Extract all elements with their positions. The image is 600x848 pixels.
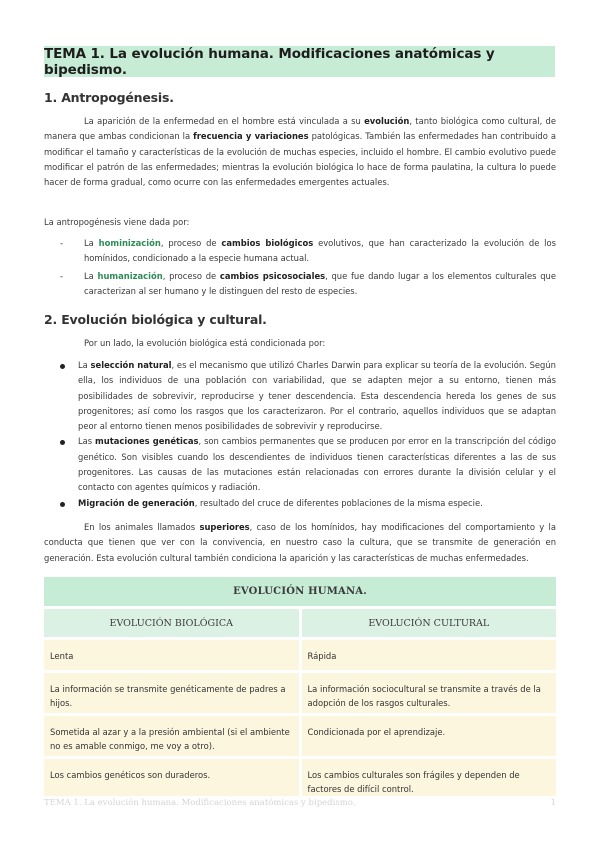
table-cell: Condicionada por el aprendizaje. xyxy=(302,716,557,756)
table-cell: Lenta xyxy=(44,640,299,670)
list-item: Migración de generación, resultado del cruce de diferentes poblaciones de la misma especie. xyxy=(60,496,556,511)
section-2-heading: 2. Evolución biológica y cultural. xyxy=(44,312,267,327)
bullet-icon xyxy=(60,364,65,369)
evolution-factors-list xyxy=(60,358,556,511)
table-cell: Los cambios genéticos son duraderos. xyxy=(44,759,299,796)
section-2-closing: En los animales llamados superiores, caso de los homínidos, hay modificaciones del comportamiento y la conducta que tienen que ver con la convivencia, en nuestro caso la cultura, que se transmite de generación en generación. Esta evolución cultural también condiciona la aparición y las características de muchas enfermedades. xyxy=(44,522,556,563)
table-row xyxy=(44,759,556,796)
bullet-icon xyxy=(60,502,65,507)
page-number: 1 xyxy=(550,798,556,808)
list-item: La selección natural, es el mecanismo que utilizó Charles Darwin para explicar su teoría de la evolución. Según ella, los individuos de una población con variabilidad, que se adapten mejor a su entorno, tienen más posibilidades de sobrevivir, reproducirse y tener descendencia. Esta descendencia hereda los genes de sus progenitores; así como los rasgos que los caracterizaron. Por el contrario, aquellos individuos que se adaptan peor al entorno tienen menos posibilidades de sobrevivir y reproducirse. xyxy=(60,358,556,434)
dash-marker: - xyxy=(60,270,64,281)
section-1-lead: La antropogénesis viene dada por: xyxy=(44,217,190,227)
bullet-icon xyxy=(60,440,65,445)
antropogenesis-list xyxy=(60,236,556,301)
page-title: TEMA 1. La evolución humana. Modificaciones anatómicas y bipedismo. xyxy=(44,46,555,77)
table-header xyxy=(44,609,556,637)
table-cell: Los cambios culturales son frágiles y dependen de factores de difícil control. xyxy=(302,759,557,796)
table-row xyxy=(44,673,556,713)
table-cell: La información sociocultural se transmite a través de la adopción de los rasgos culturales. xyxy=(302,673,557,713)
section-2-lead: Por un lado, la evolución biológica está condicionada por: xyxy=(84,338,326,348)
list-item: Las mutaciones genéticas, son cambios permanentes que se producen por error en la transcripción del código genético. Son visibles cuando los descendientes de individuos tienen características diferentes a las de sus progenitores. Las causas de las mutaciones están relacionadas con errores durante la división celular y el contacto con agentes químicos y radiación. xyxy=(60,434,556,495)
section-1-intro: La aparición de la enfermedad en el hombre está vinculada a su evolución, tanto biológica como cultural, de manera que ambas condicionan la frecuencia y variaciones patológicas. También las enfermedades han contribuido a modificar el tamaño y características de la evolución de muchas especies, incluido el hombre. El cambio evolutivo puede modificar el patrón de las enfermedades; mientras la evolución biológica lo hace de forma paulatina, la cultura lo puede hacer de forma gradual, como ocurre con las enfermedades emergentes actuales. xyxy=(44,116,556,188)
list-item: - La humanización, proceso de cambios psicosociales, que fue dando lugar a los elementos culturales que caracterizan al ser humano y le distinguen del resto de especies. xyxy=(60,270,556,296)
page-footer: TEMA 1. La evolución humana. Modificaciones anatómicas y bipedismo. xyxy=(44,798,356,808)
table-row xyxy=(44,716,556,756)
table-cell: Rápida xyxy=(302,640,557,670)
dash-marker: - xyxy=(60,238,64,248)
evolution-table xyxy=(44,577,556,796)
table-row xyxy=(44,640,556,670)
table-title: EVOLUCIÓN HUMANA. xyxy=(44,577,556,606)
column-header-cultural: EVOLUCIÓN CULTURAL xyxy=(302,609,557,637)
column-header-biological: EVOLUCIÓN BIOLÓGICA xyxy=(44,609,299,637)
section-1-heading: 1. Antropogénesis. xyxy=(44,90,174,105)
list-item: - La hominización, proceso de cambios biológicos evolutivos, que han caracterizado la evolución de los homínidos, condicionado a la especie humana actual. xyxy=(60,238,556,264)
table-cell: La información se transmite genéticamente de padres a hijos. xyxy=(44,673,299,713)
table-cell: Sometida al azar y a la presión ambiental (si el ambiente no es amable conmigo, me voy a otro). xyxy=(44,716,299,756)
